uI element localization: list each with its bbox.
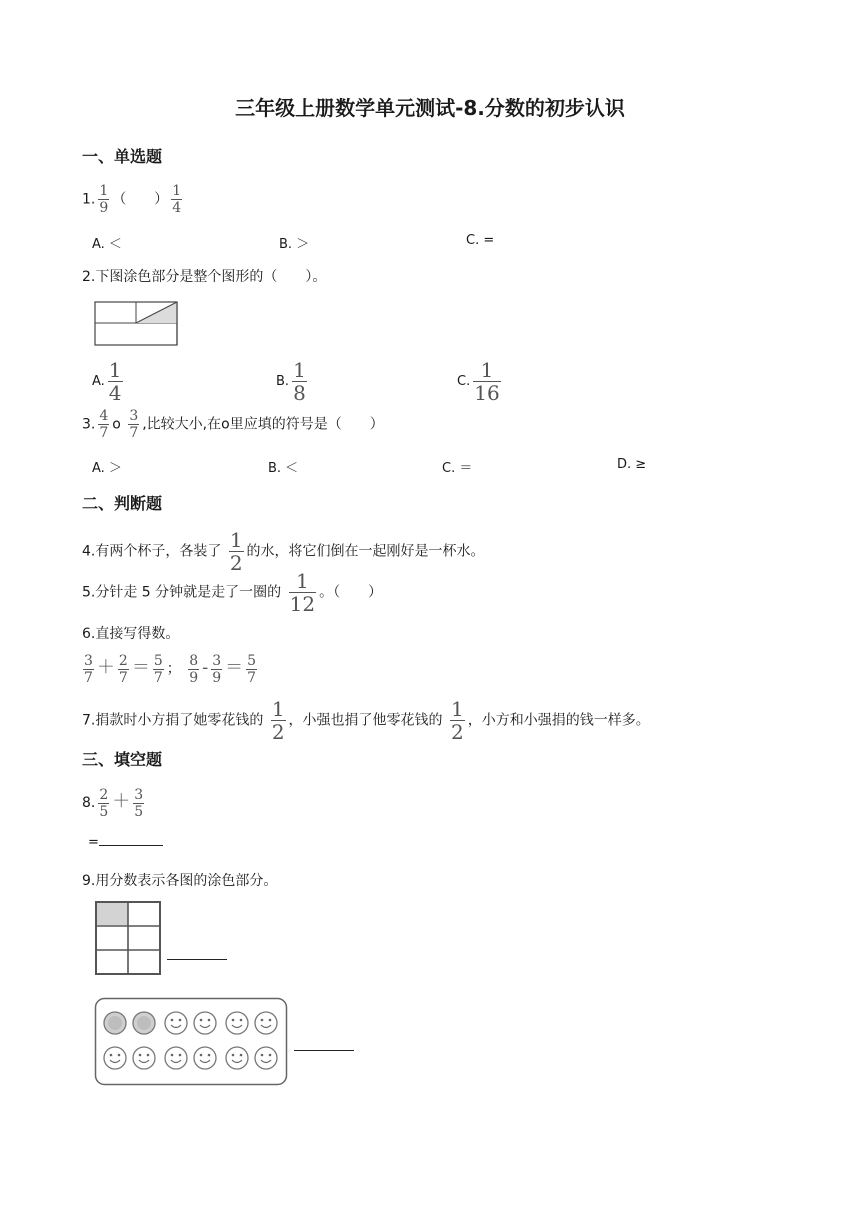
option-d[interactable]: D. ≥ bbox=[617, 457, 647, 472]
smiley-face-icon bbox=[133, 1047, 155, 1069]
fraction: $\frac{1}{4}$ bbox=[108, 358, 122, 405]
fraction: $\frac{8}{9}$ bbox=[189, 652, 199, 686]
option-a[interactable]: A. $\frac{1}{4}$ bbox=[92, 358, 122, 405]
option-b[interactable]: B. ＜ bbox=[268, 461, 299, 476]
answer-blank[interactable] bbox=[294, 1036, 354, 1055]
fraction: $\frac{3}{7}$ bbox=[84, 652, 93, 686]
smiley-face-icon bbox=[194, 1012, 216, 1034]
fraction: $\frac{1}{4}$ bbox=[172, 183, 182, 216]
fraction: $\frac{1}{2}$ bbox=[271, 697, 285, 744]
section-heading-single-choice: 一、单选题 bbox=[82, 147, 163, 166]
fraction: $\frac{1}{16}$ bbox=[474, 358, 500, 405]
fraction: $\frac{1}{2}$ bbox=[451, 697, 464, 744]
option-b[interactable]: B. $\frac{1}{8}$ bbox=[276, 358, 306, 405]
question-number: 1. bbox=[82, 191, 96, 208]
smiley-face-icon bbox=[255, 1047, 277, 1069]
question-4: 4.有两个杯子，各装了 $\frac{1}{2}$ 的水，将它们倒在一起刚好是一杯水。 bbox=[82, 528, 485, 575]
section-heading-fill-in: 三、填空题 bbox=[82, 750, 163, 769]
option-c[interactable]: C. = bbox=[466, 233, 495, 248]
smiley-face-icon bbox=[226, 1047, 248, 1069]
section-heading-true-false: 二、判断题 bbox=[82, 494, 163, 513]
grid-figure bbox=[94, 900, 164, 978]
question-6-expressions: $\frac{3}{7}$ ＋ $\frac{2}{7}$ ＝ $\frac{5}{7}$ ； $\frac{8}{9}$ - $\frac{3}{9}$ ＝ $\frac{5}{7}$ bbox=[84, 652, 257, 686]
answer-line[interactable]: = bbox=[88, 835, 163, 850]
fraction: $\frac{1}{12}$ bbox=[289, 569, 316, 616]
fraction: $\frac{1}{2}$ bbox=[229, 528, 243, 575]
fraction: $\frac{5}{7}$ bbox=[247, 652, 257, 686]
question-5: 5.分针走 5 分钟就是走了一圈的 $\frac{1}{12}$ 。（ ） bbox=[82, 569, 383, 616]
question-7: 7.捐款时小方捐了她零花钱的 $\frac{1}{2}$ ，小强也捐了他零花钱的 $\frac{1}{2}$ ，小方和小强捐的钱一样多。 bbox=[82, 697, 650, 744]
question-2: 2.下图涂色部分是整个图形的（ ）。 bbox=[82, 269, 327, 285]
shaded-face-icon bbox=[104, 1012, 126, 1034]
option-c[interactable]: C. $\frac{1}{16}$ bbox=[457, 358, 500, 405]
question-6: 6.直接写得数。 bbox=[82, 626, 180, 642]
question-3: 3. $\frac{4}{7}$ o $\frac{3}{7}$ ,比较大小,在o里应填的符号是（ ） bbox=[82, 408, 384, 441]
smiley-face-icon bbox=[165, 1012, 187, 1034]
fraction: $\frac{2}{5}$ bbox=[99, 786, 109, 820]
fraction: $\frac{2}{7}$ bbox=[118, 652, 128, 686]
option-a[interactable]: A. ＞ bbox=[92, 461, 122, 476]
smiley-face-icon bbox=[194, 1047, 216, 1069]
fraction: $\frac{3}{7}$ bbox=[129, 408, 139, 441]
page-title: 三年级上册数学单元测试-8.分数的初步认识 bbox=[235, 96, 625, 120]
shaded-cell bbox=[97, 903, 128, 925]
fraction: $\frac{3}{9}$ bbox=[212, 652, 222, 686]
smiley-face-icon bbox=[104, 1047, 126, 1069]
smiley-face-icon bbox=[165, 1047, 187, 1069]
option-c[interactable]: C. ＝ bbox=[442, 461, 473, 476]
fraction: $\frac{1}{9}$ bbox=[99, 183, 109, 216]
answer-blank[interactable] bbox=[167, 945, 227, 964]
rectangle-figure bbox=[94, 301, 180, 347]
smiley-face-icon bbox=[255, 1012, 277, 1034]
comparison-circle: o bbox=[112, 416, 121, 433]
option-a[interactable]: A. ＜ bbox=[92, 237, 122, 252]
answer-parenthesis: （ ） bbox=[112, 191, 169, 208]
question-1 bbox=[82, 184, 185, 215]
smiley-face-icon bbox=[226, 1012, 248, 1034]
question-8: 8. $\frac{2}{5}$ ＋ $\frac{3}{5}$ bbox=[82, 786, 144, 820]
smiley-faces-figure bbox=[94, 997, 290, 1087]
option-b[interactable]: B. ＞ bbox=[279, 237, 310, 252]
fraction: $\frac{1}{8}$ bbox=[293, 358, 306, 405]
fraction: $\frac{4}{7}$ bbox=[99, 408, 109, 441]
question-9: 9.用分数表示各图的涂色部分。 bbox=[82, 873, 278, 889]
fraction: $\frac{5}{7}$ bbox=[153, 652, 163, 686]
shaded-face-icon bbox=[133, 1012, 155, 1034]
fraction: $\frac{3}{5}$ bbox=[134, 786, 144, 820]
